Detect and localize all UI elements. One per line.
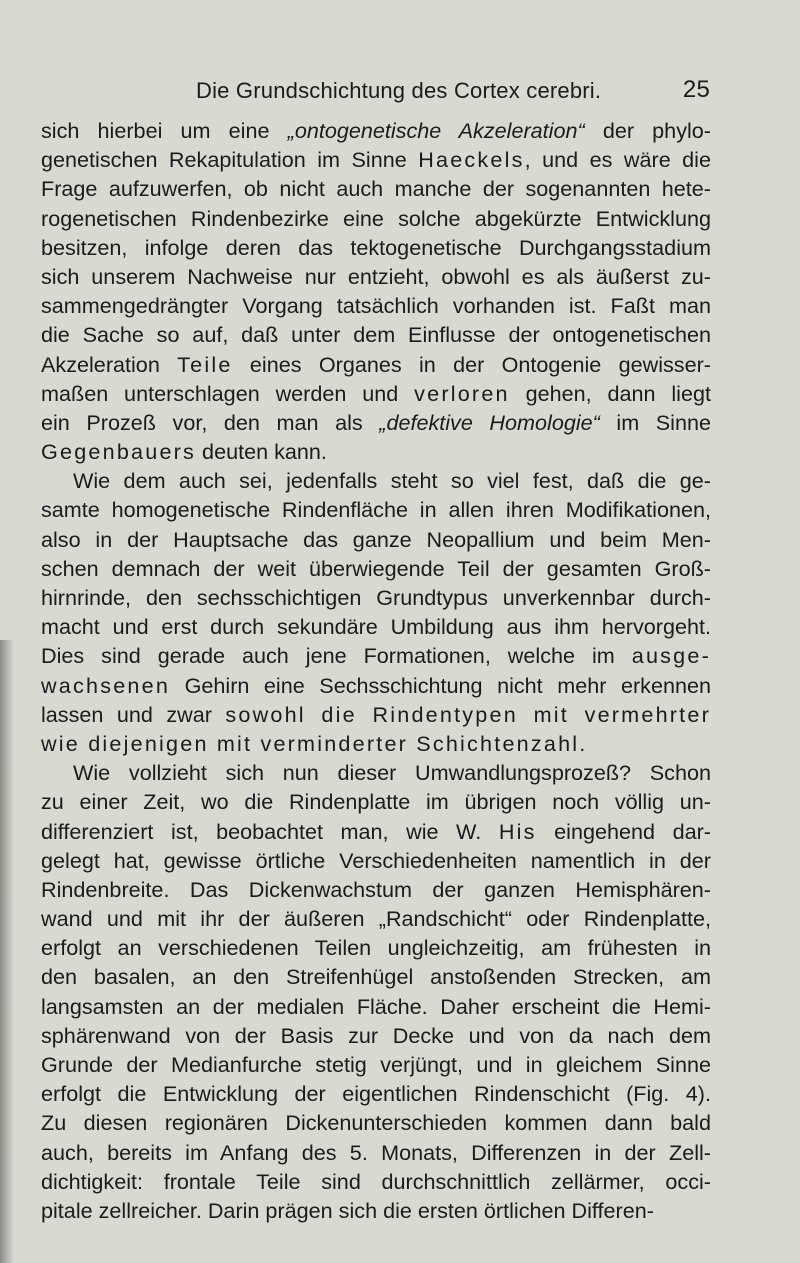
text-run: sammengedrängter Vorgang tatsächlich vorhanden ist. Faßt man bbox=[41, 293, 711, 319]
text-line bbox=[41, 700, 711, 729]
text-line bbox=[41, 671, 711, 700]
text-line bbox=[41, 320, 711, 349]
text-line bbox=[41, 554, 711, 583]
text-line bbox=[41, 846, 711, 875]
text-line bbox=[41, 1196, 711, 1225]
text-run: besitzen, infolge deren das tektogenetische Durchgangsstadium bbox=[41, 234, 711, 260]
text-line bbox=[41, 1167, 711, 1196]
text-run: dichtigkeit: frontale Teile sind durchschnittlich zellärmer, occi- bbox=[41, 1168, 711, 1194]
text-run: sphärenwand von der Basis zur Decke und von da nach dem bbox=[41, 1022, 711, 1048]
text-line bbox=[41, 1021, 711, 1050]
text-line bbox=[41, 525, 711, 554]
text-line bbox=[41, 145, 711, 174]
text-run: Frage aufzuwerfen, ob nicht auch manche der sogenannten hete- bbox=[41, 176, 711, 202]
text-run: gehen, dann liegt bbox=[509, 380, 711, 406]
text-run: hirnrinde, den sechsschichtigen Grundtypus unverkennbar durch- bbox=[41, 585, 711, 610]
text-line bbox=[41, 875, 711, 904]
text-line bbox=[41, 495, 711, 524]
text-run: rogenetischen Rindenbezirke eine solche abgekürzte Entwicklung bbox=[41, 205, 711, 231]
text-line bbox=[41, 466, 711, 495]
text-line bbox=[41, 408, 711, 437]
text-line bbox=[41, 116, 711, 145]
text-run: erfolgt an verschiedenen Teilen ungleichzeitig, am frühesten in bbox=[41, 935, 711, 961]
body-text bbox=[41, 116, 711, 1225]
text-run: Zu diesen regionären Dickenunterschieden kommen dann bald bbox=[41, 1110, 711, 1136]
text-run: deuten kann. bbox=[196, 439, 327, 465]
text-run: schen demnach der weit überwiegende Teil der gesamten Groß- bbox=[41, 555, 711, 581]
spaced-emphasis: Gegenbauers bbox=[41, 439, 197, 465]
text-run: gelegt hat, gewisse örtliche Verschiedenheiten namentlich in der bbox=[41, 847, 711, 873]
running-header bbox=[196, 78, 710, 108]
binding-shadow bbox=[0, 640, 14, 1263]
text-run: macht und erst durch sekundäre Umbildung aus ihm hervorgeht. bbox=[41, 614, 711, 640]
spaced-emphasis: wachsenen bbox=[41, 672, 171, 698]
text-line bbox=[41, 817, 711, 846]
text-line bbox=[41, 379, 711, 408]
text-line bbox=[41, 1050, 711, 1079]
spaced-emphasis: sowohl die Rindentypen mit vermehrter bbox=[225, 701, 711, 727]
text-run: ein Prozeß vor, den man als bbox=[41, 409, 380, 435]
text-run: maßen unterschlagen werden und bbox=[41, 380, 415, 406]
text-line bbox=[41, 262, 711, 291]
text-run: pitale zellreicher. Darin prägen sich die ersten örtlichen Differen- bbox=[41, 1197, 654, 1223]
text-run: lassen und zwar bbox=[41, 701, 226, 727]
text-run: eingehend dar- bbox=[536, 818, 711, 844]
italic-term: „ontogenetische Akzeleration“ bbox=[287, 118, 585, 143]
text-run: also in der Hauptsache das ganze Neopallium und beim Men- bbox=[41, 526, 711, 552]
text-line bbox=[41, 204, 711, 233]
text-run: wand und mit ihr der äußeren „Randschicht“ oder Rindenplatte, bbox=[41, 906, 711, 932]
text-line bbox=[41, 758, 711, 787]
italic-term: „defektive Homologie“ bbox=[379, 409, 600, 435]
paragraph bbox=[41, 116, 711, 466]
text-line bbox=[41, 904, 711, 933]
text-run: differenziert ist, beobachtet man, wie W. bbox=[41, 818, 499, 844]
spaced-emphasis: wie diejenigen mit verminderter Schichtenzahl. bbox=[41, 730, 588, 756]
text-line bbox=[41, 933, 711, 962]
text-run: eines Organes in der Ontogenie gewisser- bbox=[232, 351, 711, 377]
text-run: Wie dem auch sei, jedenfalls steht so viel fest, daß die ge- bbox=[73, 468, 711, 494]
text-line bbox=[41, 174, 711, 203]
text-run: im Sinne bbox=[599, 409, 712, 435]
paragraph bbox=[41, 758, 711, 1225]
page-number: 25 bbox=[682, 76, 710, 103]
text-line bbox=[41, 641, 711, 670]
header-title: Die Grundschichtung des Cortex cerebri. bbox=[196, 78, 602, 103]
text-line bbox=[41, 787, 711, 816]
text-line bbox=[41, 233, 711, 262]
text-run: Dies sind gerade auch jene Formationen, welche im bbox=[41, 643, 632, 669]
spaced-emphasis: verloren bbox=[414, 380, 510, 406]
text-run: die Sache so auf, daß unter dem Einflusse der ontogenetischen bbox=[41, 322, 711, 348]
text-run: langsamsten an der medialen Fläche. Daher erscheint die Hemi- bbox=[41, 993, 711, 1019]
text-run: zu einer Zeit, wo die Rindenplatte im übrigen noch völlig un- bbox=[41, 789, 711, 815]
text-run: genetischen Rekapitulation im Sinne bbox=[41, 147, 419, 173]
text-run: den basalen, an den Streifenhügel anstoßenden Strecken, am bbox=[41, 964, 711, 990]
text-run: auch, bereits im Anfang des 5. Monats, Differenzen in der Zell- bbox=[41, 1139, 711, 1165]
text-line bbox=[41, 350, 711, 379]
text-line bbox=[41, 992, 711, 1021]
spaced-emphasis: Haeckels bbox=[418, 147, 525, 173]
spaced-emphasis: Teile bbox=[177, 351, 233, 377]
spaced-emphasis: His bbox=[498, 818, 537, 844]
text-line bbox=[41, 612, 711, 641]
text-line bbox=[41, 437, 711, 466]
text-run: erfolgt die Entwicklung der eigentlichen Rindenschicht (Fig. 4). bbox=[41, 1081, 711, 1107]
text-run: sich hierbei um eine bbox=[41, 118, 288, 143]
text-run: sich unserem Nachweise nur entzieht, obwohl es als äußerst zu- bbox=[41, 263, 711, 289]
text-run: Gehirn eine Sechsschichtung nicht mehr erkennen bbox=[170, 672, 711, 698]
text-line bbox=[41, 583, 711, 612]
text-run: samte homogenetische Rindenfläche in allen ihren Modifikationen, bbox=[41, 497, 711, 523]
text-run: der phylo- bbox=[584, 118, 711, 143]
text-line bbox=[41, 291, 711, 320]
text-run: Grunde der Medianfurche stetig verjüngt, und in gleichem Sinne bbox=[41, 1052, 711, 1077]
text-line bbox=[41, 729, 711, 758]
text-line bbox=[41, 1079, 711, 1108]
text-line bbox=[41, 1138, 711, 1167]
text-run: Wie vollzieht sich nun dieser Umwandlungsprozeß? Schon bbox=[73, 760, 711, 786]
text-line bbox=[41, 962, 711, 991]
text-run: Rindenbreite. Das Dickenwachstum der ganzen Hemisphären- bbox=[41, 876, 711, 902]
text-run: , und es wäre die bbox=[524, 147, 711, 173]
paragraph bbox=[41, 466, 711, 758]
text-run: Akzeleration bbox=[41, 351, 178, 377]
spaced-emphasis: ausge- bbox=[631, 643, 711, 669]
text-line bbox=[41, 1108, 711, 1137]
